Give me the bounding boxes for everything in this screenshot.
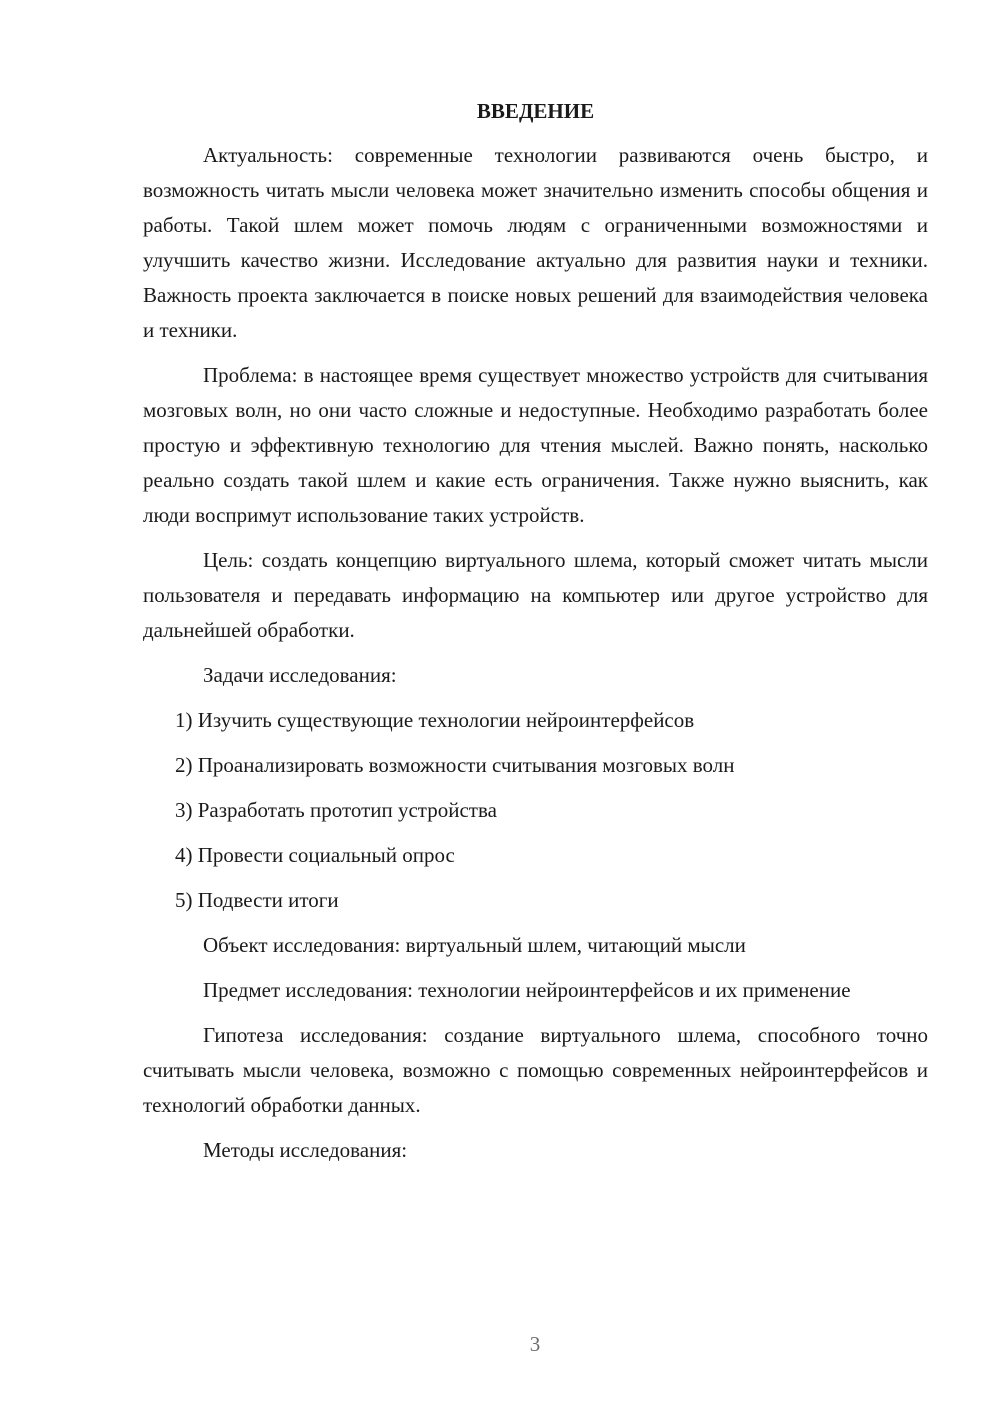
tasks-list bbox=[143, 703, 928, 918]
page-content bbox=[143, 96, 928, 1178]
section-title: ВВЕДЕНИЕ bbox=[476, 99, 595, 123]
hypothesis-paragraph: Гипотеза исследования: создание виртуального шлема, способного точно считывать мысли человека, возможно с помощью современных нейроинтерфейсов и технологий обработки данных. bbox=[143, 1023, 928, 1117]
goal-paragraph: Цель: создать концепцию виртуального шлема, который сможет читать мысли пользователя и передавать информацию на компьютер или другое устройство для дальнейшей обработки. bbox=[143, 548, 928, 642]
problem-paragraph: Проблема: в настоящее время существует множество устройств для считывания мозговых волн, но они часто сложные и недоступные. Необходимо разработать более простую и эффективную технологию для чтения мыслей. Важно понять, насколько реально создать такой шлем и какие есть ограничения. Также нужно выяснить, как люди воспримут использование таких устройств. bbox=[143, 363, 928, 527]
subject-paragraph: Предмет исследования: технологии нейроинтерфейсов и их применение bbox=[203, 978, 851, 1002]
relevance-paragraph: Актуальность: современные технологии развиваются очень быстро, и возможность читать мысли человека может значительно изменить способы общения и работы. Такой шлем может помочь людям с ограниченными возможностями и улучшить качество жизни. Исследование актуально для развития науки и техники. Важность проекта заключается в поиске новых решений для взаимодействия человека и техники. bbox=[143, 143, 928, 342]
page-number: 3 bbox=[529, 1332, 541, 1356]
tasks-heading: Задачи исследования: bbox=[203, 663, 397, 687]
object-paragraph: Объект исследования: виртуальный шлем, читающий мысли bbox=[203, 933, 746, 957]
list-item: 3) Разработать прототип устройства bbox=[175, 798, 497, 822]
list-item: 5) Подвести итоги bbox=[175, 888, 339, 912]
list-item: 4) Провести социальный опрос bbox=[175, 843, 455, 867]
list-item: 1) Изучить существующие технологии нейроинтерфейсов bbox=[175, 708, 695, 732]
list-item: 2) Проанализировать возможности считывания мозговых волн bbox=[175, 753, 735, 777]
methods-heading: Методы исследования: bbox=[203, 1138, 408, 1162]
